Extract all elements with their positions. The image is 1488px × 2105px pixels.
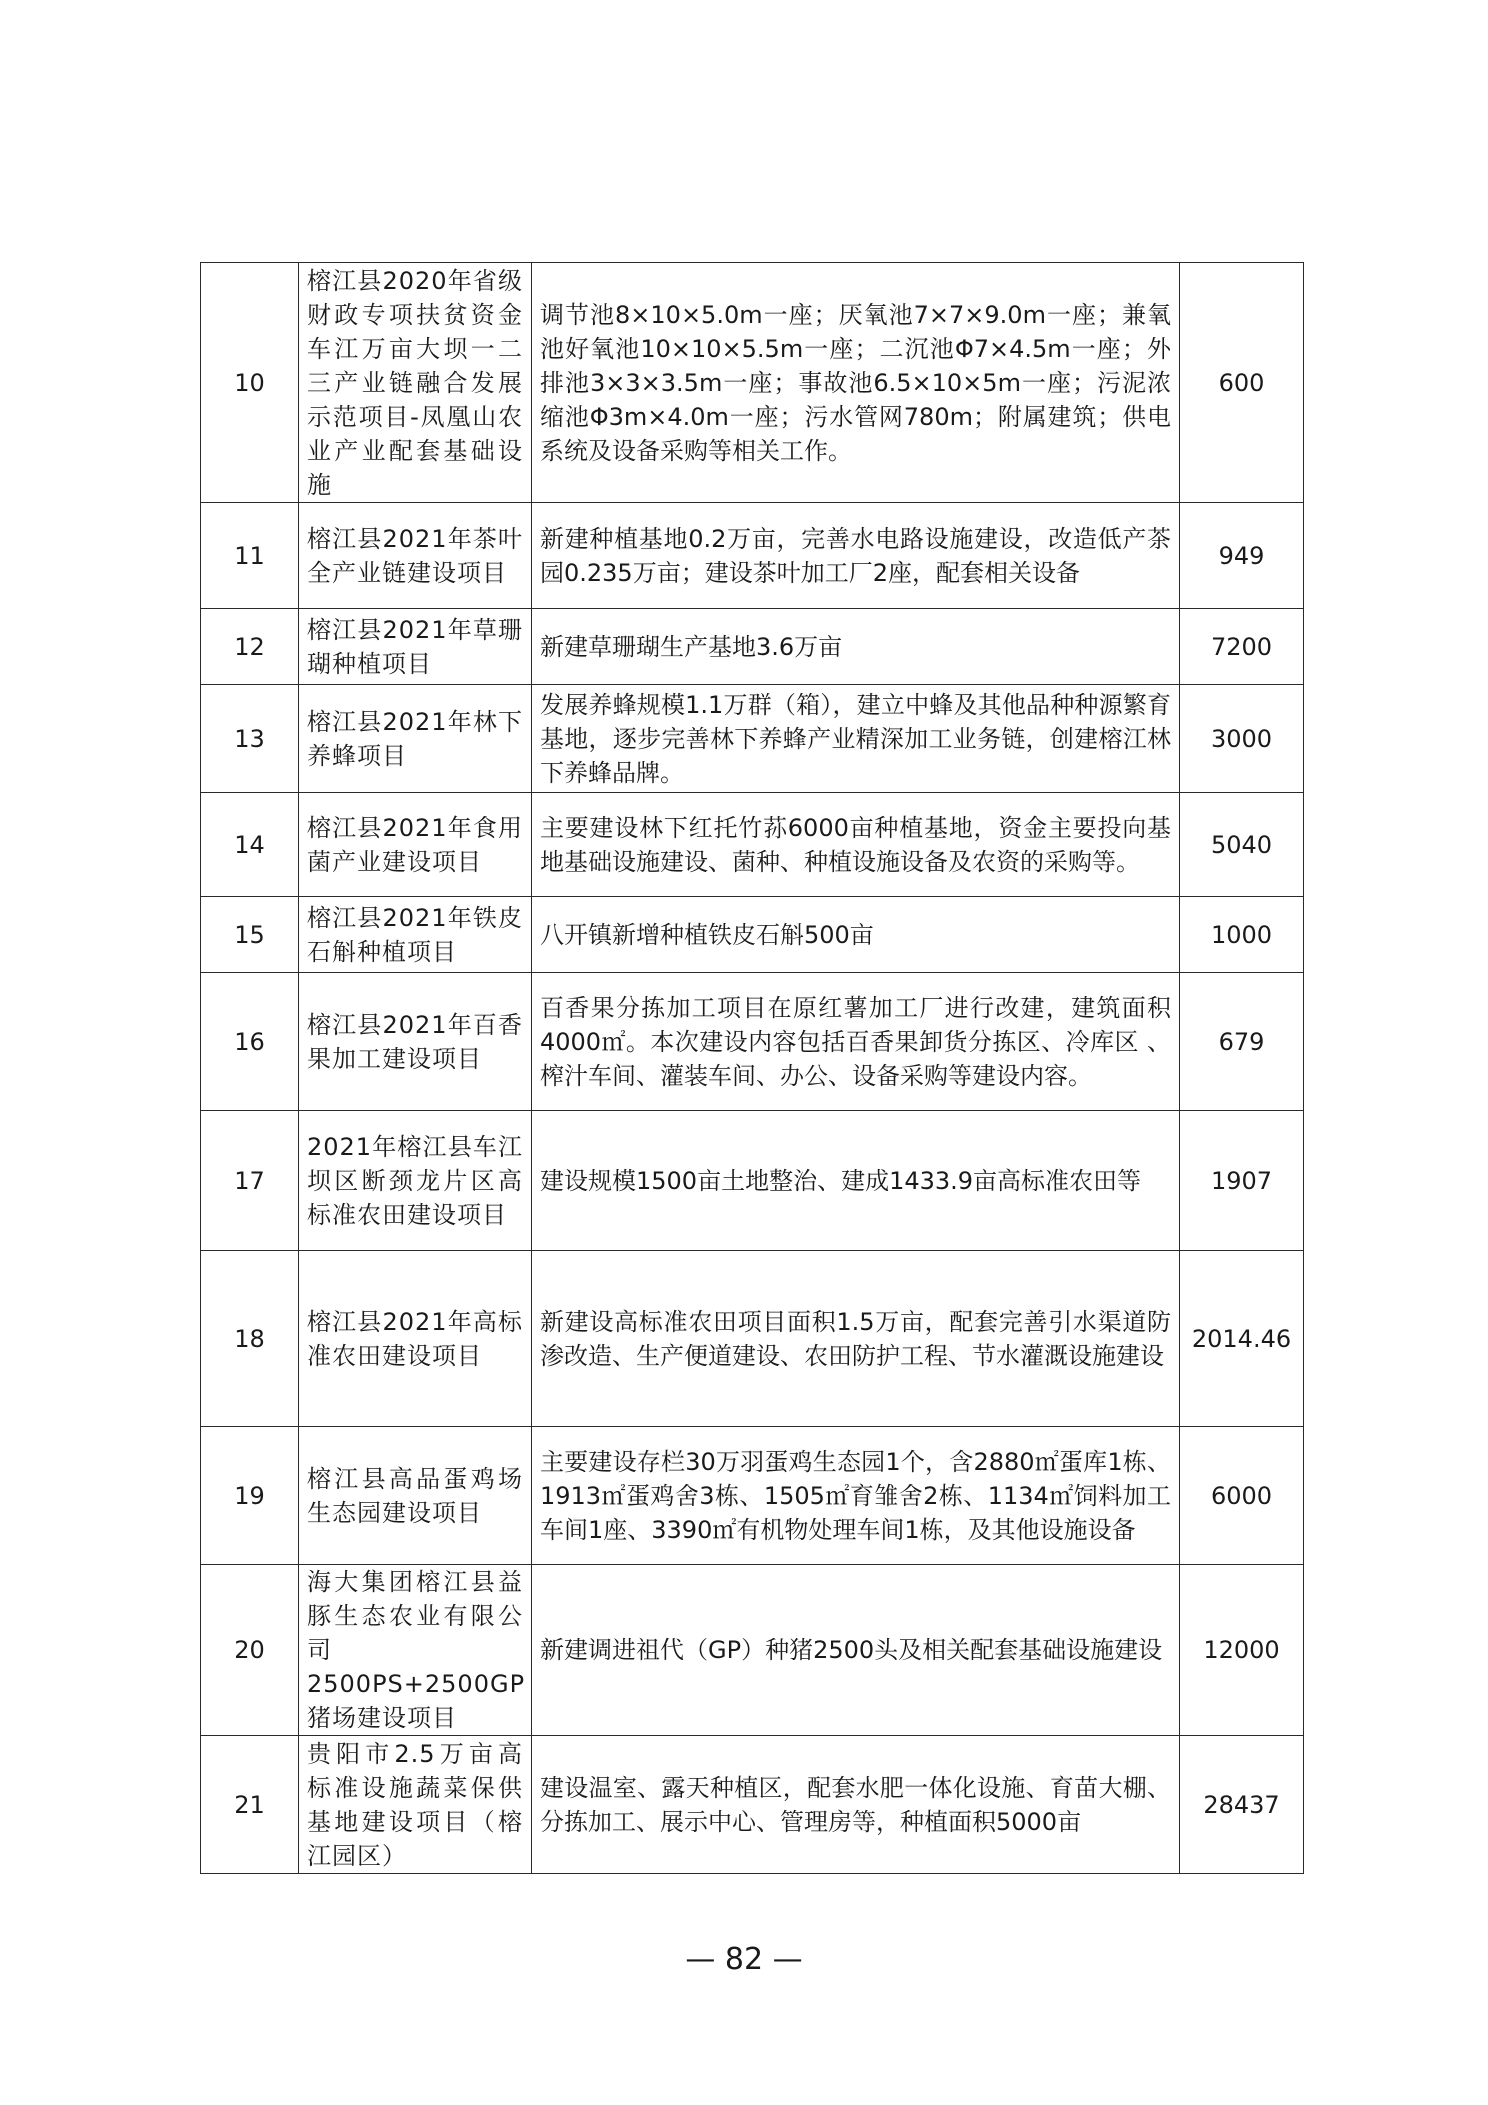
construction-content: 发展养蜂规模1.1万群（箱），建立中蜂及其他品种种源繁育基地，逐步完善林下养蜂产业精深加工业务链，创建榕江林下养蜂品牌。 (532, 685, 1180, 793)
investment-amount: 12000 (1180, 1565, 1304, 1736)
investment-amount: 1000 (1180, 897, 1304, 973)
construction-content: 百香果分拣加工项目在原红薯加工厂进行改建，建筑面积4000㎡。本次建设内容包括百香果卸货分拣区、冷库区 、榨汁车间、灌装车间、办公、设备采购等建设内容。 (532, 973, 1180, 1111)
project-name: 2021年榕江县车江坝区断颈龙片区高标准农田建设项目 (299, 1111, 532, 1251)
page-number: — 82 — (685, 1942, 803, 1977)
investment-amount: 3000 (1180, 685, 1304, 793)
row-number: 18 (201, 1251, 299, 1427)
investment-amount: 600 (1180, 263, 1304, 503)
construction-content: 建设规模1500亩土地整治、建成1433.9亩高标准农田等 (532, 1111, 1180, 1251)
construction-content: 八开镇新增种植铁皮石斛500亩 (532, 897, 1180, 973)
project-name: 榕江县2021年食用菌产业建设项目 (299, 793, 532, 897)
project-name: 海大集团榕江县益豚生态农业有限公司2500PS+2500GP猪场建设项目 (299, 1565, 532, 1736)
project-table (200, 262, 1304, 1874)
project-name: 榕江县2021年高标准农田建设项目 (299, 1251, 532, 1427)
investment-amount: 2014.46 (1180, 1251, 1304, 1427)
investment-amount: 28437 (1180, 1736, 1304, 1874)
table-row (201, 685, 1304, 793)
row-number: 15 (201, 897, 299, 973)
row-number: 14 (201, 793, 299, 897)
construction-content: 新建设高标准农田项目面积1.5万亩，配套完善引水渠道防渗改造、生产便道建设、农田防护工程、节水灌溉设施建设 (532, 1251, 1180, 1427)
row-number: 17 (201, 1111, 299, 1251)
project-name: 榕江县2021年林下养蜂项目 (299, 685, 532, 793)
table-row (201, 1736, 1304, 1874)
table-row (201, 973, 1304, 1111)
construction-content: 新建调进祖代（GP）种猪2500头及相关配套基础设施建设 (532, 1565, 1180, 1736)
construction-content: 主要建设存栏30万羽蛋鸡生态园1个，含2880㎡蛋库1栋、1913㎡蛋鸡舍3栋、1505㎡育雏舍2栋、1134㎡饲料加工车间1座、3390㎡有机物处理车间1栋，及其他设施设备 (532, 1427, 1180, 1565)
construction-content: 调节池8×10×5.0m一座；厌氧池7×7×9.0m一座；兼氧池好氧池10×10×5.5m一座；二沉池Φ7×4.5m一座；外排池3×3×3.5m一座；事故池6.5×10×5m一座；污泥浓缩池Φ3m×4.0m一座；污水管网780m；附属建筑；供电系统及设备采购等相关工作。 (532, 263, 1180, 503)
investment-amount: 7200 (1180, 609, 1304, 685)
project-name: 榕江县2021年茶叶全产业链建设项目 (299, 503, 532, 609)
project-name: 榕江县2020年省级财政专项扶贫资金车江万亩大坝一二三产业链融合发展示范项目-凤凰山农业产业配套基础设施 (299, 263, 532, 503)
row-number: 16 (201, 973, 299, 1111)
construction-content: 建设温室、露天种植区，配套水肥一体化设施、育苗大棚、分拣加工、展示中心、管理房等，种植面积5000亩 (532, 1736, 1180, 1874)
construction-content: 新建种植基地0.2万亩，完善水电路设施建设，改造低产茶园0.235万亩；建设茶叶加工厂2座，配套相关设备 (532, 503, 1180, 609)
row-number: 21 (201, 1736, 299, 1874)
construction-content: 主要建设林下红托竹荪6000亩种植基地，资金主要投向基地基础设施建设、菌种、种植设施设备及农资的采购等。 (532, 793, 1180, 897)
table-row (201, 1427, 1304, 1565)
table-row (201, 1111, 1304, 1251)
project-name: 贵阳市2.5万亩高标准设施蔬菜保供基地建设项目（榕江园区） (299, 1736, 532, 1874)
investment-amount: 6000 (1180, 1427, 1304, 1565)
project-name: 榕江县2021年铁皮石斛种植项目 (299, 897, 532, 973)
project-name: 榕江县2021年百香果加工建设项目 (299, 973, 532, 1111)
project-name: 榕江县2021年草珊瑚种植项目 (299, 609, 532, 685)
table-row (201, 897, 1304, 973)
table-row (201, 1251, 1304, 1427)
row-number: 10 (201, 263, 299, 503)
investment-amount: 1907 (1180, 1111, 1304, 1251)
table-row (201, 1565, 1304, 1736)
investment-amount: 5040 (1180, 793, 1304, 897)
row-number: 13 (201, 685, 299, 793)
row-number: 11 (201, 503, 299, 609)
construction-content: 新建草珊瑚生产基地3.6万亩 (532, 609, 1180, 685)
table-row (201, 793, 1304, 897)
table-row (201, 263, 1304, 503)
project-name: 榕江县高品蛋鸡场生态园建设项目 (299, 1427, 532, 1565)
table-row (201, 609, 1304, 685)
investment-amount: 679 (1180, 973, 1304, 1111)
row-number: 20 (201, 1565, 299, 1736)
table-row (201, 503, 1304, 609)
row-number: 12 (201, 609, 299, 685)
row-number: 19 (201, 1427, 299, 1565)
project-table-body (201, 263, 1304, 1874)
investment-amount: 949 (1180, 503, 1304, 609)
